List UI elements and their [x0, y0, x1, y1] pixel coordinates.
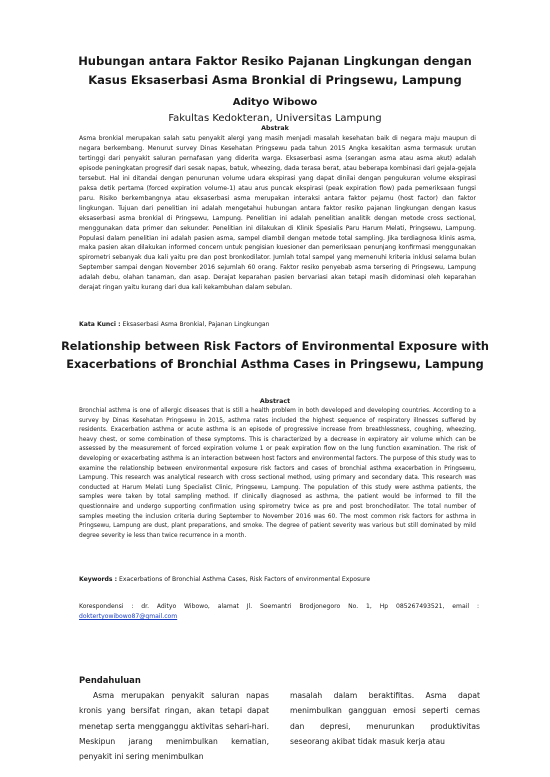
indonesian-title: Hubungan antara Faktor Resiko Pajanan Lingkungan dengan Kasus Eksaserbasi Asma Bronkial di Pringsewu, Lampung [78, 54, 472, 87]
email-link[interactable]: doktertyowibowo87@gmail.com [79, 613, 178, 620]
english-title: Relationship between Risk Factors of Environmental Exposure with Exacerbations of Bronchial Asthma Cases in Pringsewu, Lampung [61, 340, 489, 371]
kata-kunci-text: Eksaserbasi Asma Bronkial, Pajanan Lingkungan [120, 321, 270, 328]
abstract-body: Bronchial asthma is one of allergic diseases that is still a health problem in both developed and developing countries. According to a survey by Dinas Kesehatan Pringsewu in 2015, asthma rates included the highest sequence of respiratory illnesses suffered by residents. Exacerbation asthma or acute asthma is an episode of progressive increase from breathlessness, coughing, wheezing, heavy chest, or some combination of these symptoms. This is characterized by a decrease in expiratory air volume which can be assessed by the measurement of forced expiration volume 1 or peak expiration flow on the lung function examination. The risk of developing or exacerbating asthma is an interaction between host factors and environmental factors. The purpose of this study was to examine the relationship between environmental exposure risk factors and cases of bronchial asthma exacerbation in Pringsewu, Lampung. This research was analytical research with cross sectional method, using primary and secondary data. This research was conducted at Harum Melati Lung Specialist Clinic, Pringsewu, Lampung. The population of this study were asthma patients, the samples were taken by total sampling method. If clinically diagnosed as asthma, the patient would be informed to fill the questionnaire and undergo supporting confirmation using spirometry twice as pre and post bronchodilator. The total number of samples meeting the inclusion criteria during September to November 2016 was 60. The most common risk factors for asthma in Pringsewu, Lampung are dust, plant preparations, and smoke. The degree of patient severity was various but still dominated by mild degree severity ie less than twice recurrence in a month. [79, 408, 476, 539]
abstract-heading: Abstract [259, 398, 291, 405]
correspondence [79, 602, 479, 622]
intro-column-left: Asma merupakan penyakit saluran napas kronis yang bersifat ringan, akan tetapi dapat menetap serta mengganggu aktivitas sehari-hari. Meskipun jarang menimbulkan kematian, penyakit ini sering menimbulkan [79, 691, 269, 762]
intro-column-right: masalah dalam beraktifitas. Asma dapat menimbulkan gangguan emosi seperti cemas dan depresi, menurunkan produktivitas seseorang akibat tidak masuk kerja atau [290, 691, 480, 746]
author-name: Adityo Wibowo [232, 97, 318, 108]
author-affiliation: Fakultas Kedokteran, Universitas Lampung [168, 113, 382, 124]
abstrak-heading: Abstrak [261, 125, 289, 132]
kata-kunci [79, 321, 479, 328]
keywords-label: Keywords : [79, 576, 118, 583]
keywords [79, 576, 479, 583]
kata-kunci-label: Kata Kunci : [79, 321, 121, 328]
correspondence-text: Korespondensi : dr. Adityo Wibowo, alamat Jl. Soemantri Brodjonegoro No. 1, Hp 085267493521, email : [79, 603, 479, 610]
abstrak-body: Asma bronkial merupakan salah satu penyakit alergi yang masih menjadi masalah kesehatan baik di negara maju maupun di negara berkembang. Menurut survey Dinas Kesehatan Pringsewu pada tahun 2015 Angka kesakitan asma termasuk urutan tertinggi dari penyakit saluran pernafasan yang diderita warga. Eksaserbasi asma (serangan asma atau asma akut) adalah episode peningkatan progresif dari sesak napas, batuk, wheezing, dada terasa berat, atau beberapa kombinasi dari gejala-gejala tersebut. Hal ini ditandai dengan penurunan volume udara ekspirasi yang dapat dinilai dengan pengukuran volume ekspirasi paksa detik pertama (forced expiration volume-1) atau arus puncak ekspirasi (peak expiration flow) pada pemeriksaan fungsi paru. Risiko berkembangnya atau eksaserbasi asma merupakan interaksi antara faktor pejamu (host factor) dan faktor lingkungan. Tujuan dari penelitian ini adalah mengetahui hubungan antara faktor resiko pajanan lingkungan dengan kasus eksaserbasi asma bronkial di Pringsewu, Lampung. Penelitian ini adalah penelitian analitik dengan metode cross sectional, menggunakan data primer dan sekunder. Penelitian ini dilakukan di Klinik Spesialis Paru Harum Melati, Pringsewu, Lampung. Populasi dalam penelitian ini adalah pasien asma, sampel diambil dengan metode total sampling. Jika terdiagnosa klinis asma, maka pasien akan dilakukan informed concern untuk pengisian kuesioner dan pemeriksaan penunjang konfirmasi menggunakan spirometri sebanyak dua kali yaitu pre dan post bronkodilator. Jumlah total sampel yang memenuhi kriteria inklusi selama bulan September sampai dengan November 2016 sejumlah 60 orang. Faktor resiko penyebab asma tersering di Pringsewu, Lampung adalah debu, olahan tanaman, dan asap. Derajat keparahan pasien bervariasi akan tetapi masih didominasi oleh keparahan derajat ringan yaitu kurang dari dua kali kekambuhan dalam sebulan. [79, 135, 476, 292]
keywords-text: Exacerbations of Bronchial Asthma Cases, Risk Factors of environmental Exposure [117, 576, 371, 583]
section-heading-pendahuluan: Pendahuluan [79, 675, 141, 685]
